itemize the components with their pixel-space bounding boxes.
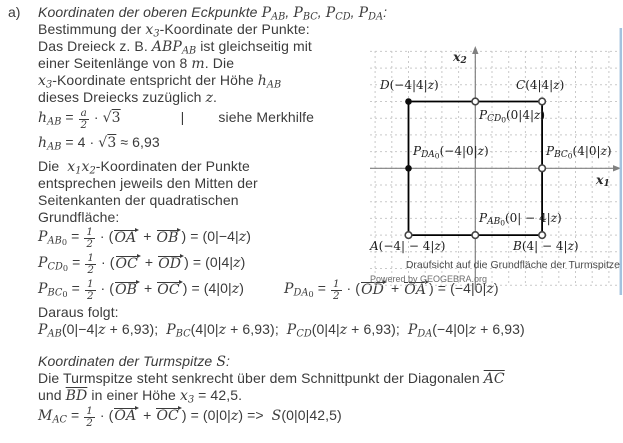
vector-arrow: OC: [115, 255, 138, 272]
math-var: z: [238, 229, 247, 246]
text-run: =: [61, 108, 78, 125]
math-var: z: [567, 239, 574, 253]
text-run: ): [559, 78, 565, 92]
subscript: 3: [46, 79, 53, 91]
math-var: z: [550, 211, 558, 225]
line-content: [38, 227, 251, 250]
geogebra-diagram: [368, 28, 623, 295]
math-var: x: [145, 22, 154, 38]
italic-text: Koordinaten der Turmspitze: [38, 353, 217, 369]
diagram-caption: Draufsicht auf die Grundfläche der Turmspitze: [405, 259, 620, 271]
sub-subscript: 0: [567, 151, 573, 161]
math-var: P: [261, 5, 272, 21]
math-var: h: [38, 109, 48, 126]
math-var: z: [486, 281, 494, 298]
subscript: AB: [47, 116, 62, 128]
subscript: AB: [266, 79, 282, 91]
subscript: AB: [487, 217, 501, 227]
text-run: -Koordinate der Punkte:: [159, 21, 310, 37]
line-content: [38, 192, 239, 208]
point-label-A: [370, 239, 445, 253]
line-content: [38, 321, 525, 340]
overline-text: $\overline{BD}$: [65, 388, 88, 404]
text-run: ): [239, 280, 244, 297]
text-run: dieses Dreiecks zuzüglich: [38, 89, 206, 105]
text-run: (−4|4|: [389, 78, 428, 92]
math-var: ABP: [151, 39, 182, 55]
math-var: z: [231, 281, 240, 298]
line-content: [38, 38, 312, 57]
math-var: B: [513, 239, 522, 253]
subscript: BC: [554, 150, 568, 160]
point-label-P_AB0: [479, 211, 562, 228]
line-content: [38, 304, 119, 320]
math-var: x: [179, 388, 188, 404]
math-var: A: [370, 239, 379, 253]
text-run: ): [440, 239, 446, 253]
text-run: .: [213, 89, 218, 105]
sub-subscript: 0: [434, 151, 440, 161]
x2-axis-arrow: [472, 46, 478, 54]
vector-arrow: OA: [404, 281, 427, 298]
line-content: [38, 72, 282, 91]
subscript: AB: [47, 328, 62, 340]
math-var: M: [38, 407, 53, 424]
text-run: (0|0|42,5): [281, 406, 342, 423]
line-content: [38, 209, 119, 225]
subscript: CD: [335, 11, 351, 23]
italic-text: :: [383, 4, 388, 20]
math-var: x: [81, 159, 90, 175]
math-var: P: [358, 5, 369, 21]
text-run: (4|4|: [525, 78, 554, 92]
text-run: entsprechen jeweils den Mitten der: [38, 175, 258, 191]
text-run: ): [540, 108, 546, 122]
text-run: ) = (0|−4|: [181, 228, 239, 245]
text-run: ): [573, 239, 579, 253]
text-run: = 4 ·: [61, 134, 99, 151]
diagram-point-C: [539, 98, 546, 105]
line-content: [38, 253, 245, 276]
subscript: 2: [89, 165, 96, 177]
math-var: P: [38, 322, 48, 338]
text-run: +: [386, 280, 404, 297]
text-run: Daraus folgt:: [38, 304, 119, 320]
text-run: + 6,93);: [347, 321, 408, 337]
text-run: (−4|0|: [439, 144, 478, 158]
math-var: P: [38, 255, 48, 272]
math-var: z: [600, 144, 607, 158]
text-run: =: [313, 280, 330, 297]
text-run: +: [139, 406, 156, 423]
math-var: z: [218, 322, 227, 338]
text-run: Das Dreieck z. B.: [38, 38, 152, 54]
subscript: DA: [417, 328, 433, 340]
math-var: P: [413, 144, 422, 158]
text-run: =: [67, 406, 84, 423]
fraction: $\frac{1}{2}$: [332, 278, 340, 303]
section-heading: [38, 4, 623, 21]
subscript: DA: [368, 11, 384, 23]
point-label-B: [513, 239, 579, 253]
text-run: ): [240, 254, 246, 271]
text-run: -Koordinate entspricht der Höhe: [52, 72, 258, 88]
line-content: [38, 353, 230, 369]
math-var: D: [380, 78, 390, 92]
text-run: ): [484, 144, 489, 158]
math-var: x: [67, 159, 76, 175]
line-content: [38, 135, 160, 154]
square-root: √3: [98, 135, 117, 152]
diagram-point-A: [405, 232, 412, 239]
line-content: [38, 406, 342, 429]
text-run: (0|4|: [505, 108, 535, 122]
point-label-P_DA0: [413, 144, 489, 161]
sub-subscript: 0: [62, 289, 68, 300]
fraction: $\frac{1}{2}$: [86, 278, 94, 303]
diagram-point-P_CD0: [472, 98, 479, 105]
text-run: (4|0|: [190, 321, 219, 337]
math-var: C: [516, 78, 526, 92]
text-run: ) = (−4|0|: [429, 280, 487, 297]
math-var: P: [479, 108, 488, 122]
line-content: [38, 21, 310, 40]
subscript: 3: [153, 28, 160, 40]
math-var: z: [553, 78, 560, 92]
math-var: P: [293, 5, 303, 21]
diagram-canvas: [368, 28, 623, 295]
text-run: · (: [95, 228, 114, 245]
fraction: $\frac{1}{2}$: [86, 226, 93, 251]
math-var: x: [596, 172, 604, 187]
text-run: = 42,5.: [194, 387, 243, 403]
text-run: ≈ 6,93: [116, 134, 160, 151]
text-run: Bestimmung der: [38, 21, 146, 37]
line-content: [38, 55, 234, 71]
subscript: 3: [187, 394, 195, 406]
subscript: CD: [47, 262, 63, 273]
section-heading: [38, 353, 623, 370]
subscript: DA: [293, 288, 309, 299]
diagram-point-P_DA0: [405, 165, 412, 172]
text-run: -Koordinaten der Punkte: [95, 158, 250, 174]
math-var: z: [233, 255, 241, 272]
text-run: (−4| − 4|: [378, 239, 435, 253]
subscript: BC: [175, 328, 191, 340]
sub-subscript: 0: [500, 218, 505, 228]
italic-text: ,: [350, 4, 359, 20]
point-label-C: [516, 78, 564, 92]
fraction: $\frac{1}{2}$: [87, 252, 95, 277]
text-run: ) = (4|0|: [182, 280, 232, 297]
math-var: P: [325, 5, 336, 21]
line-content: [38, 175, 258, 191]
line-content: [38, 370, 505, 386]
vector-arrow: OD: [158, 255, 182, 272]
math-var: z: [230, 407, 239, 424]
vector-arrow: OB: [156, 229, 179, 246]
math-var: P: [166, 322, 176, 338]
axis-x2-label: [453, 49, 467, 66]
text-run: ): [493, 280, 499, 297]
text-run: =: [67, 280, 84, 297]
text-run: + 6,93): [476, 321, 525, 337]
line-content: [38, 4, 388, 23]
text-run: (4| − 4|: [521, 239, 568, 253]
math-var: z: [98, 322, 106, 338]
sub-subscript: 0: [308, 289, 314, 300]
vector-arrow: OA: [114, 229, 137, 246]
point-label-P_CD0: [479, 108, 545, 125]
text-run: (4|0|: [572, 144, 601, 158]
vector-arrow: OC: [157, 281, 180, 298]
math-var: x: [453, 49, 461, 64]
subscript: AB: [271, 11, 286, 23]
subscript: CD: [296, 328, 312, 340]
diagram-point-P_AB0: [472, 232, 479, 239]
vector-arrow: OC: [156, 407, 179, 424]
subscript: 2: [460, 56, 467, 66]
text-run: ) = (0|4|: [184, 254, 234, 271]
math-var: P: [283, 281, 294, 298]
vector-arrow: OA: [114, 407, 137, 424]
math-var: z: [468, 322, 477, 338]
text-run: ): [606, 144, 612, 158]
text-line: [38, 370, 623, 387]
math-var: P: [479, 211, 488, 225]
subscript: 1: [603, 179, 610, 189]
math-var: z: [205, 90, 214, 106]
formula-line: [38, 321, 623, 338]
math-var: h: [257, 73, 267, 89]
diagram-point-P_BC0: [539, 165, 546, 172]
subscript: 1: [75, 165, 82, 177]
text-run: Die Turmspitze steht senkrecht über dem Schnittpunkt der Diagonalen: [38, 370, 484, 386]
text-run: siehe Merkhilfe: [218, 108, 315, 125]
text-run: ): [557, 211, 562, 225]
text-run: · (: [96, 280, 115, 297]
task-label: a): [8, 4, 21, 20]
math-var: P: [38, 281, 48, 298]
text-run: in einer Höhe: [87, 387, 180, 403]
text-run: =: [67, 228, 84, 245]
axis-x1-label: [596, 172, 610, 189]
text-run: · (: [97, 254, 115, 271]
subscript: BC: [47, 288, 63, 299]
math-var: z: [427, 78, 435, 92]
sub-subscript: 0: [62, 263, 69, 274]
line-content: [38, 158, 250, 177]
geogebra-credit-link[interactable]: Powered by GEOGEBRA.org: [370, 274, 488, 284]
subscript: CD: [487, 114, 502, 124]
text-run: ) = (0|0|: [181, 406, 231, 423]
diagram-point-D: [405, 98, 412, 105]
math-var: P: [407, 322, 418, 338]
text-run: + 6,93);: [105, 321, 167, 337]
text-run: Grundfläche:: [38, 209, 120, 225]
italic-text: ,: [285, 4, 294, 20]
math-var: z: [434, 239, 441, 253]
fraction: $\frac{1}{2}$: [86, 404, 93, 429]
text-run: ist gleichseitig mit: [196, 38, 312, 54]
subscript: DA: [421, 150, 435, 160]
fraction: $\frac{a}{2}$: [80, 106, 88, 131]
italic-text: Koordinaten der oberen Eckpunkte: [38, 4, 262, 20]
text-run: (0|4|: [311, 321, 340, 337]
subscript: BC: [302, 11, 318, 23]
sub-subscript: 0: [61, 237, 68, 248]
text-run: Seitenkanten der quadratischen: [38, 192, 239, 208]
overline-text: $\overline{AC}$: [483, 371, 505, 387]
math-var: m: [191, 56, 205, 72]
text-run: ): [434, 78, 439, 92]
vector-arrow: OB: [115, 281, 138, 298]
text-line: [38, 304, 623, 321]
text-run: (−4|0|: [432, 321, 469, 337]
text-run: |: [180, 108, 185, 125]
math-var: P: [286, 322, 297, 338]
subscript: AB: [181, 45, 197, 57]
subscript: AB: [47, 141, 62, 153]
math-var: S: [271, 407, 282, 424]
line-content: [38, 108, 314, 131]
subscript: AB: [47, 236, 62, 247]
vector-arrow: OD: [361, 281, 384, 298]
text-run: ) =>: [238, 406, 272, 423]
math-var: z: [477, 144, 484, 158]
text-run: + 6,93);: [226, 321, 287, 337]
point-label-D: [380, 78, 439, 92]
text-run: ·: [89, 108, 103, 125]
italic-text: :: [226, 353, 231, 369]
math-var: x: [38, 73, 46, 89]
line-content: [38, 387, 243, 406]
text-run: · (: [342, 280, 361, 297]
text-line: [38, 387, 623, 404]
diagram-point-B: [539, 232, 546, 239]
square-root: √3: [102, 109, 121, 126]
sub-subscript: 0: [501, 115, 506, 125]
text-run: Die: [38, 158, 68, 174]
math-var: P: [546, 144, 555, 158]
text-run: (0| − 4|: [504, 211, 551, 225]
italic-text: ,: [317, 4, 326, 20]
math-var: h: [38, 135, 48, 152]
text-run: · (: [95, 406, 114, 423]
text-run: +: [139, 228, 156, 245]
text-run: =: [68, 254, 85, 271]
text-run: und: [38, 387, 66, 403]
text-run: +: [140, 280, 157, 297]
math-var: z: [534, 108, 541, 122]
text-run: einer Seitenlänge von 8: [38, 55, 192, 71]
text-run: (0|−4|: [61, 321, 99, 337]
math-var: P: [38, 229, 48, 246]
math-var: S: [216, 354, 227, 370]
text-run: . Die: [204, 55, 235, 71]
text-run: +: [140, 254, 158, 271]
formula-line: [38, 404, 623, 430]
line-content: [38, 89, 217, 105]
point-label-P_BC0: [546, 144, 612, 161]
text-run: ): [246, 228, 252, 245]
math-var: z: [339, 322, 348, 338]
subscript: AC: [52, 414, 68, 426]
